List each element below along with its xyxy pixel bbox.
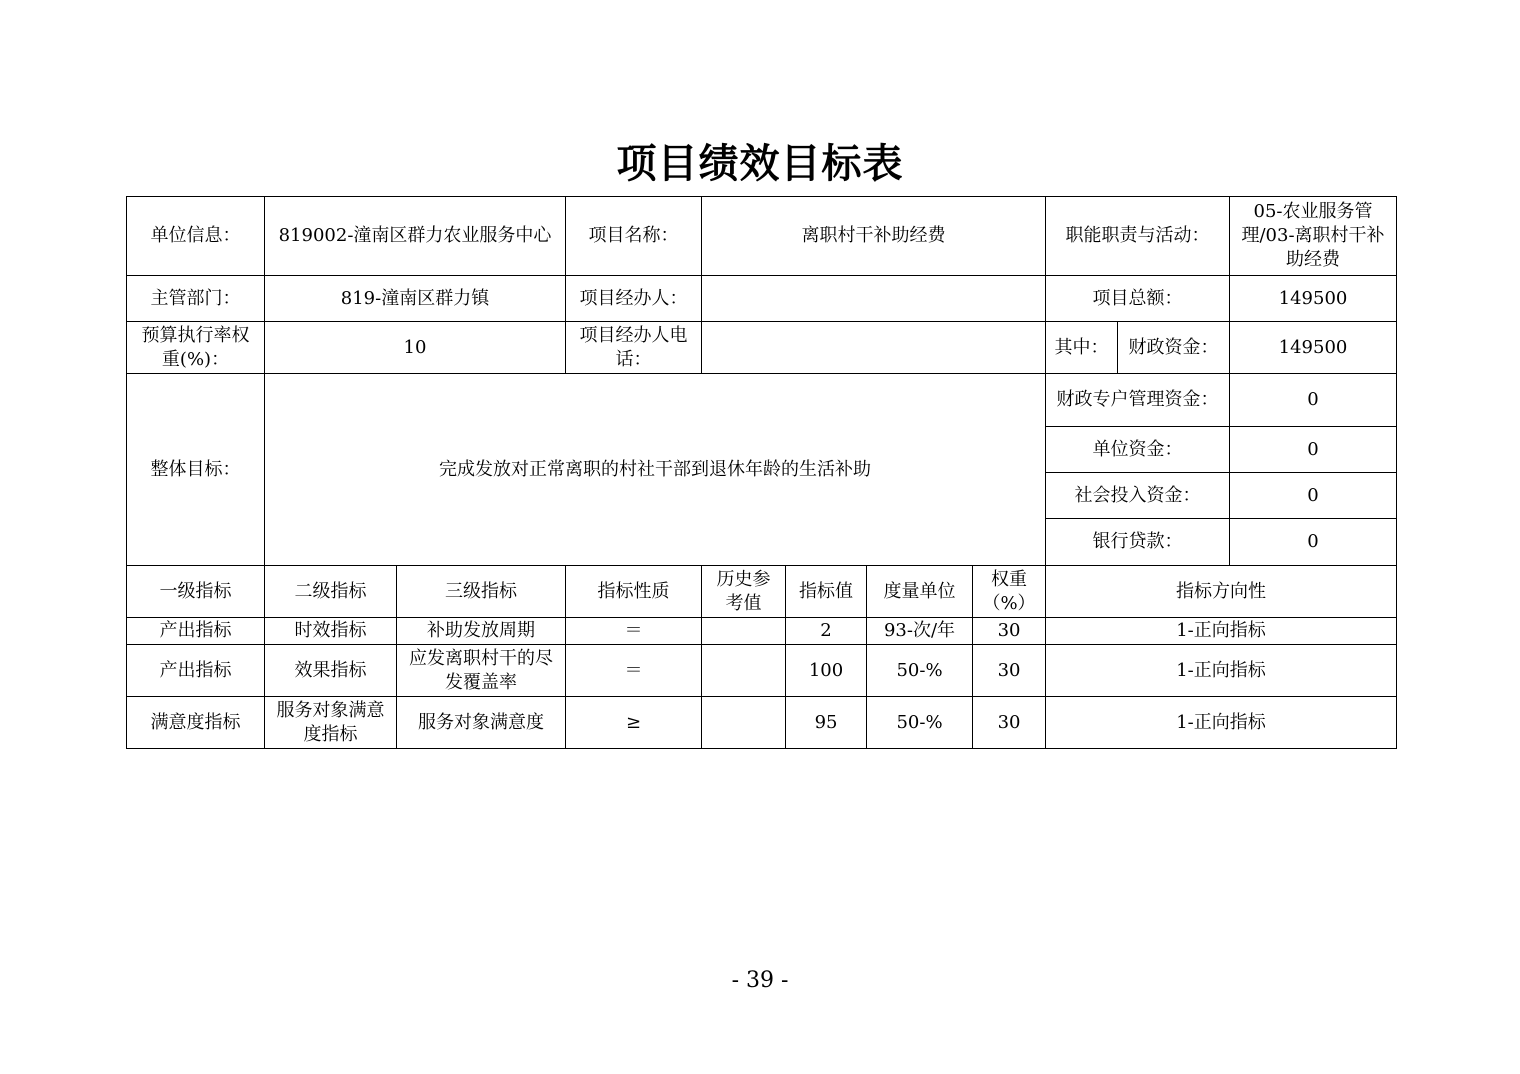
indicator-level1: 产出指标 [127, 618, 265, 645]
indicator-nature: ≥ [566, 697, 702, 749]
indicator-level3: 补助发放周期 [397, 618, 566, 645]
manager-label: 项目经办人： [566, 276, 702, 322]
indicator-level3: 服务对象满意度 [397, 697, 566, 749]
unit-value: 819002-潼南区群力农业服务中心 [265, 197, 566, 276]
indicator-direction: 1-正向指标 [1046, 645, 1397, 697]
page-title: 项目绩效目标表 [616, 140, 904, 187]
indicator-level1: 满意度指标 [127, 697, 265, 749]
unit-label: 单位信息： [127, 197, 265, 276]
performance-table [126, 196, 1397, 749]
special-fund-label: 财政专户管理资金： [1046, 374, 1230, 427]
header-unit: 度量单位 [867, 566, 973, 618]
social-fund-value: 0 [1230, 473, 1397, 519]
project-name-label: 项目名称： [566, 197, 702, 276]
header-value: 指标值 [786, 566, 867, 618]
indicator-unit: 50-% [867, 697, 973, 749]
social-fund-label: 社会投入资金： [1046, 473, 1230, 519]
indicator-level2: 服务对象满意度指标 [265, 697, 397, 749]
indicator-weight: 30 [973, 618, 1046, 645]
header-nature: 指标性质 [566, 566, 702, 618]
indicator-level3: 应发离职村干的尽发覆盖率 [397, 645, 566, 697]
total-value: 149500 [1230, 276, 1397, 322]
dept-label: 主管部门： [127, 276, 265, 322]
indicator-value: 95 [786, 697, 867, 749]
exec-rate-label: 预算执行率权重(%)： [127, 322, 265, 374]
indicator-weight: 30 [973, 645, 1046, 697]
fiscal-value: 149500 [1230, 322, 1397, 374]
indicator-history [702, 618, 786, 645]
manager-phone-label: 项目经办人电话： [566, 322, 702, 374]
indicator-level1: 产出指标 [127, 645, 265, 697]
header-weight: 权重（%） [973, 566, 1046, 618]
fiscal-label: 财政资金： [1118, 322, 1230, 374]
indicator-history [702, 645, 786, 697]
row-dept [127, 276, 1397, 322]
header-history: 历史参考值 [702, 566, 786, 618]
header-direction: 指标方向性 [1046, 566, 1397, 618]
goal-value: 完成发放对正常离职的村社干部到退休年龄的生活补助 [265, 374, 1046, 566]
table-row [127, 697, 1397, 749]
dept-value: 819-潼南区群力镇 [265, 276, 566, 322]
table-row [127, 618, 1397, 645]
unit-fund-label: 单位资金： [1046, 427, 1230, 473]
project-name-value: 离职村干补助经费 [702, 197, 1046, 276]
indicator-nature: ＝ [566, 618, 702, 645]
total-label: 项目总额： [1046, 276, 1230, 322]
loan-value: 0 [1230, 519, 1397, 566]
indicator-value: 100 [786, 645, 867, 697]
manager-phone-value [702, 322, 1046, 374]
indicator-level2: 效果指标 [265, 645, 397, 697]
exec-rate-value: 10 [265, 322, 566, 374]
manager-value [702, 276, 1046, 322]
indicator-direction: 1-正向指标 [1046, 618, 1397, 645]
row-unit-info [127, 197, 1397, 276]
function-label: 职能职责与活动： [1046, 197, 1230, 276]
indicator-weight: 30 [973, 697, 1046, 749]
header-level3: 三级指标 [397, 566, 566, 618]
table-row [127, 645, 1397, 697]
indicator-nature: ＝ [566, 645, 702, 697]
unit-fund-value: 0 [1230, 427, 1397, 473]
special-fund-value: 0 [1230, 374, 1397, 427]
indicator-level2: 时效指标 [265, 618, 397, 645]
of-which-label: 其中： [1046, 322, 1118, 374]
header-level2: 二级指标 [265, 566, 397, 618]
function-value: 05-农业服务管理/03-离职村干补助经费 [1230, 197, 1397, 276]
goal-label: 整体目标： [127, 374, 265, 566]
indicator-direction: 1-正向指标 [1046, 697, 1397, 749]
indicator-history [702, 697, 786, 749]
indicator-unit: 50-% [867, 645, 973, 697]
indicator-unit: 93-次/年 [867, 618, 973, 645]
page-number: - 39 - [731, 968, 789, 993]
row-exec-rate [127, 322, 1397, 374]
loan-label: 银行贷款： [1046, 519, 1230, 566]
indicator-value: 2 [786, 618, 867, 645]
indicator-header-row [127, 566, 1397, 618]
header-level1: 一级指标 [127, 566, 265, 618]
row-special-fund [127, 374, 1397, 427]
